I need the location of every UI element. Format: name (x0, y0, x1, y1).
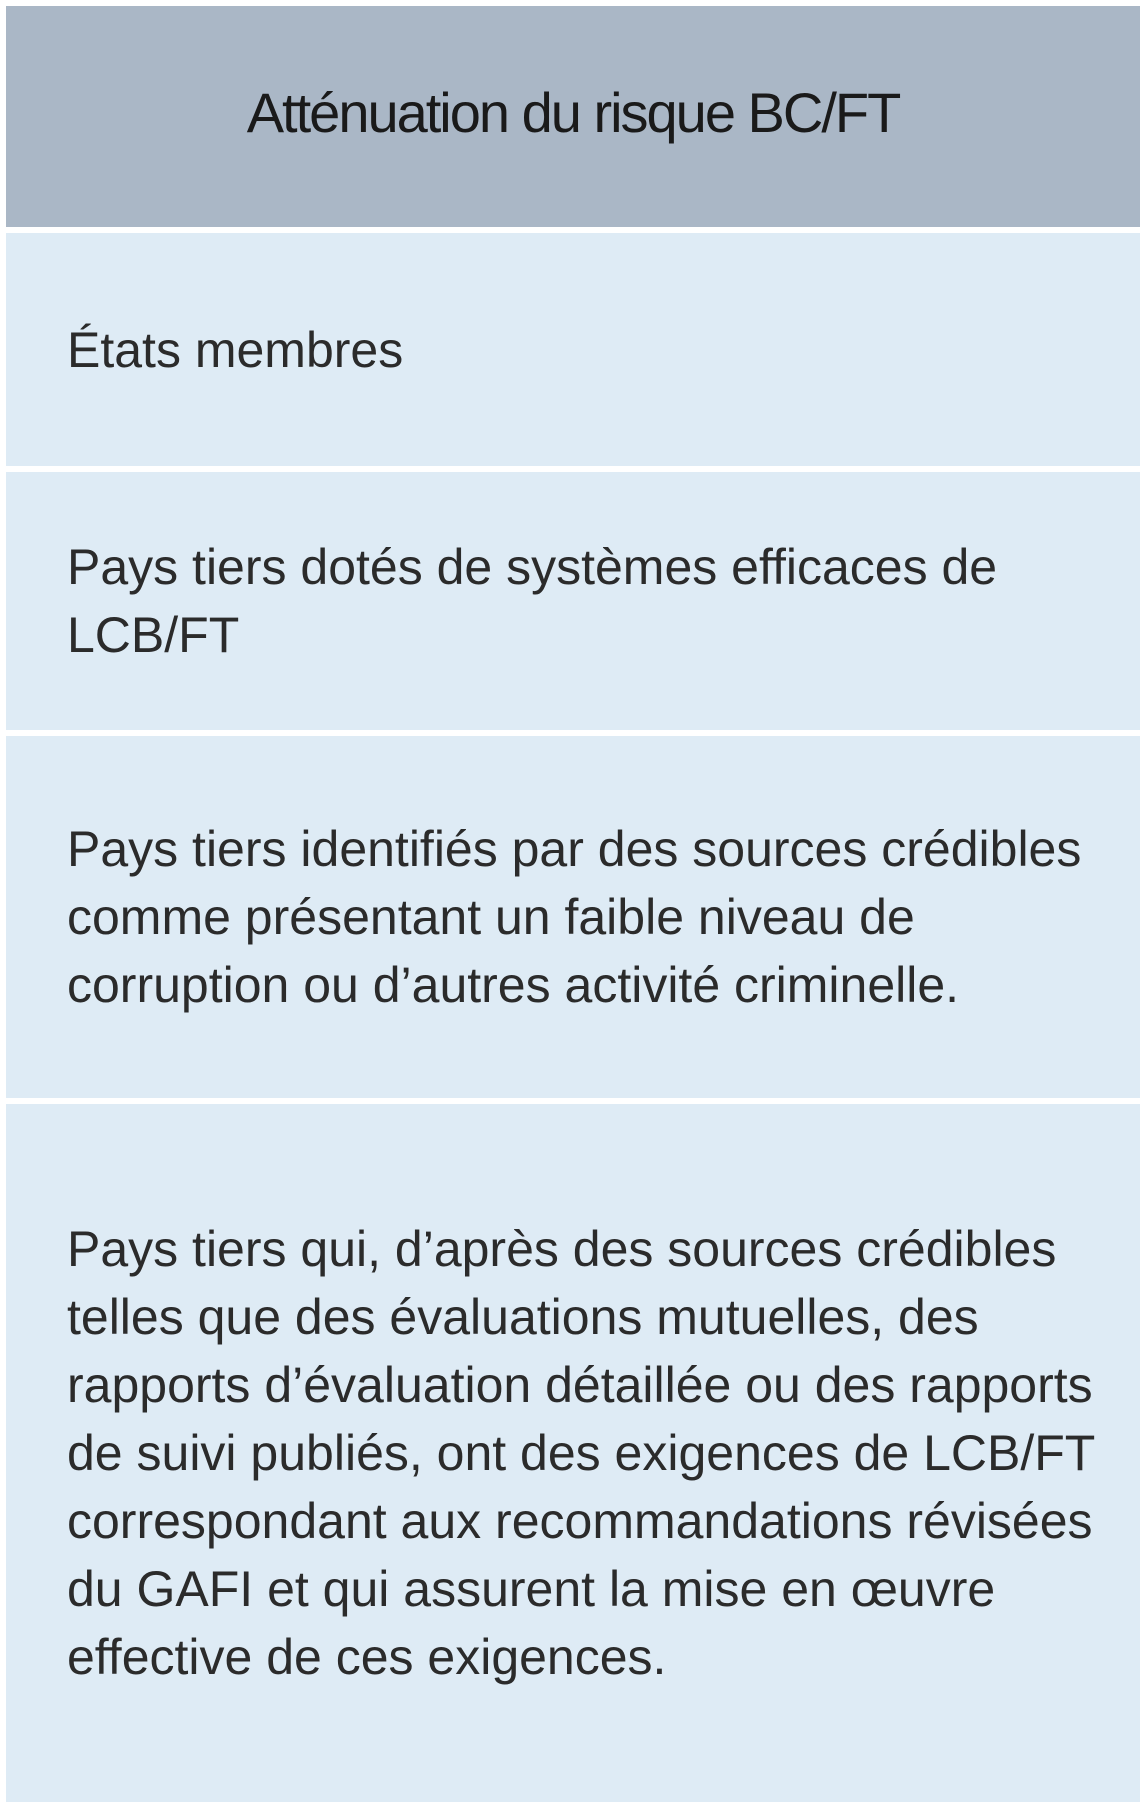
table-row (6, 1104, 1140, 1802)
table-row (6, 736, 1140, 1098)
table-header-title: Atténuation du risque BC/FT (246, 81, 900, 144)
row-text-fatf-requirements: Pays tiers qui, d’après des sources crédibles telles que des évaluations mutuelles, des rapports d’évaluation détaillée ou des rapports de suivi publiés, ont des exigences de LCB/FT correspondant aux recommandations révisées du GAFI et qui assurent la mise en œuvre effective de ces exigences. (67, 1221, 1095, 1685)
table-header (6, 6, 1140, 227)
row-text-low-corruption: Pays tiers identifiés par des sources crédibles comme présentant un faible niveau de corruption ou d’autres activité criminelle. (67, 821, 1082, 1013)
table-row (6, 472, 1140, 730)
risk-mitigation-table (6, 6, 1140, 1802)
row-text-member-states: États membres (67, 321, 404, 378)
table-row (6, 233, 1140, 466)
row-text-effective-systems: Pays tiers dotés de systèmes efficaces de LCB/FT (67, 539, 998, 663)
